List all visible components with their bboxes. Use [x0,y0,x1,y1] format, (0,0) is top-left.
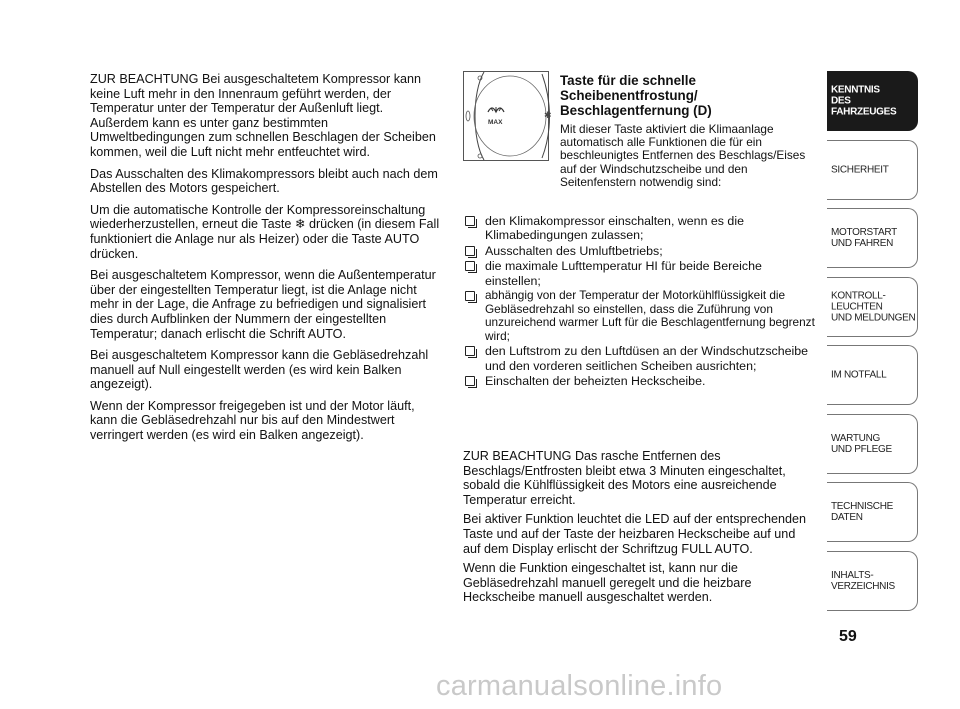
checkbox-bullet-icon [465,261,475,271]
paragraph: Wenn der Kompressor freigegeben ist und der Motor läuft, kann die Gebläsedrehzahl nur bis auf den Mindestwert verringert werden (es wird ein Balken angezeigt). [90,398,415,443]
list-item: den Luftstrom zu den Luftdüsen an der Windschutzscheibe und den vorderen seitlichen Scheiben ausrichten; [463,344,815,373]
tab-sicherheit[interactable] [827,140,918,200]
tab-label: MOTORSTART UND FAHREN [831,227,897,249]
control-panel-illustration [464,72,552,160]
tab-label: TECHNISCHE DATEN [831,501,894,523]
checkbox-bullet-icon [465,346,475,356]
left-text-column [90,72,442,450]
tab-kontrollleuchten[interactable] [827,277,918,337]
paragraph: ZUR BEACHTUNG Das rasche Entfernen des Beschlags/Entfrosten bleibt etwa 3 Minuten eingeschaltet, sobald die Kühlflüssigkeit des Motors eine ausreichende Temperatur erreicht. [463,449,786,507]
section-heading: Taste für die schnelle Scheibenentfrostung/ Beschlagentfernung (D) [560,73,712,118]
section-intro: Mit dieser Taste aktiviert die Klimaanlage automatisch alle Funktionen die für ein beschleunigtes Entfernen des Beschlags/Eises auf der Windschutzscheibe und den Seitenfenstern notwendig sind: [560,122,806,189]
checkbox-bullet-icon [465,216,475,226]
paragraph: Bei ausgeschaltetem Kompressor, wenn die Außentemperatur über der eingestellten Temperatur liegt, ist die Anlage nicht mehr in der Lage, die Anfrage zu befriedigen und signalisiert dies durch Aufblinken der Nummern der eingestellten Temperatur; danach erlischt die Schrift AUTO. [90,268,436,341]
tab-technische-daten[interactable] [827,482,918,542]
tab-label: INHALTS- VERZEICHNIS [831,569,895,592]
tab-kenntnis-des-fahrzeuges[interactable] [827,71,918,131]
defrost-button-image [463,71,552,161]
tab-wartung-und-pflege[interactable] [827,414,918,474]
paragraph: Bei ausgeschaltetem Kompressor kann die Gebläsedrehzahl manuell auf Null eingestellt werden (es wird kein Balken angezeigt). [90,348,429,392]
list-item: abhängig von der Temperatur der Motorkühlflüssigkeit die Gebläsedrehzahl so einstellen, dass die Zuführung von unzureichend warmer Luft für die Beschlagentfernung begrenzt wird; [463,289,815,343]
function-list [463,214,815,390]
list-item: den Klimakompressor einschalten, wenn es die Klimabedingungen zulassen; [463,214,815,243]
list-item: die maximale Lufttemperatur HI für beide Bereiche einstellen; [463,259,815,288]
section-header [560,73,815,189]
tab-label: IM NOTFALL [831,369,887,381]
checkbox-bullet-icon [465,291,475,301]
chapter-sidebar [827,71,918,619]
max-label: MAX [488,119,503,126]
tab-label: SICHERHEIT [831,164,889,175]
paragraph: Das Ausschalten des Klimakompressors bleibt auch nach dem Abstellen des Motors gespeichert. [90,166,438,196]
tab-im-notfall[interactable] [827,345,918,405]
page-number: 59 [839,628,857,645]
tab-label: KONTROLL- LEUCHTEN UND MELDUNGEN [831,290,916,323]
tab-label: KENNTNIS DES FAHRZEUGES [831,84,897,118]
svg-text:✱: ✱ [544,110,552,120]
list-item: Ausschalten des Umluftbetriebs; [463,244,815,258]
paragraph: Bei aktiver Funktion leuchtet die LED auf der entsprechenden Taste und auf der Taste der heizbaren Heckscheibe auf und auf dem Display erlischt der Schriftzug FULL AUTO. [463,512,807,556]
paragraph: Um die automatische Kontrolle der Kompressoreinschaltung wiederherzustellen, erneut die Taste ❄ drücken (in diesem Fall funktioniert die Anlage nur als Heizer) oder die Taste AUTO drücken. [90,202,440,261]
checkbox-bullet-icon [465,246,475,256]
watermark: carmanualsonline.info [436,670,723,702]
list-item: Einschalten der beheizten Heckscheibe. [463,374,815,388]
paragraph: ZUR BEACHTUNG Bei ausgeschaltetem Kompressor kann keine Luft mehr in den Innenraum geführt werden, der Temperatur unter der Temperatur der Außenluft liegt. Außerdem kann es unter ganz bestimmten Umweltbedingungen zum schnellen Beschlagen der Scheiben kommen, weil die Luft nicht mehr entfeuchtet wird. [90,72,436,159]
paragraph: Wenn die Funktion eingeschaltet ist, kann nur die Gebläsedrehzahl manuell geregelt und die heizbare Heckscheibe manuell ausgeschaltet werden. [463,561,752,605]
tab-motorstart-und-fahren[interactable] [827,208,918,268]
tab-inhaltsverzeichnis[interactable] [827,551,918,611]
checkbox-bullet-icon [465,376,475,386]
tab-label: WARTUNG UND PFLEGE [831,432,892,455]
right-text-column [463,449,815,610]
